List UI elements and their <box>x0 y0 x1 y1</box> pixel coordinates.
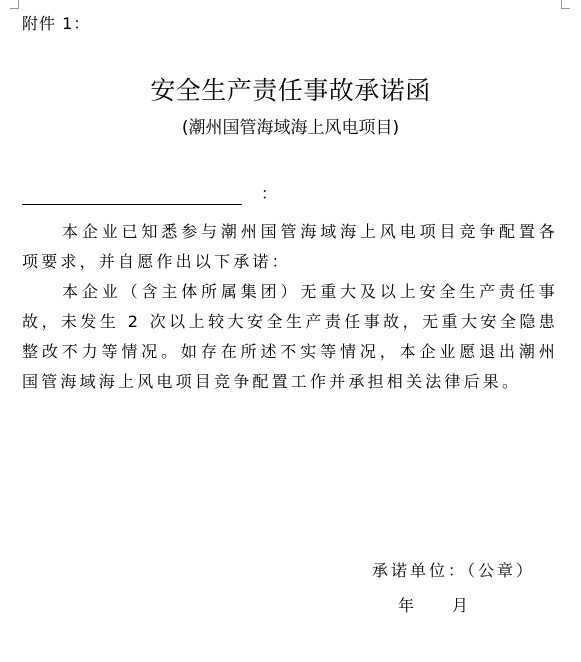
commitment-paragraph-intro: 本企业已知悉参与潮州国管海域海上风电项目竞争配置各项要求，并自愿作出以下承诺： <box>22 222 558 271</box>
document-subtitle: (潮州国管海域海上风电项目) <box>181 118 400 138</box>
attachment-label: 附件 1： <box>22 14 91 33</box>
addressee-field <box>22 184 282 206</box>
month-label: 月 <box>452 596 469 615</box>
signature-line: 承诺单位：（公章） <box>372 561 536 580</box>
page-corner-mark-left <box>10 0 19 9</box>
page-corner-mark-right <box>561 0 570 9</box>
addressee-blank-line <box>22 204 242 205</box>
date-line <box>398 595 468 617</box>
commitment-paragraph-pledge: 本企业（含主体所属集团）无重大及以上安全生产责任事故，未发生 2 次以上较大安全生产责任事故，无重大安全隐患整改不力等情况。如存在所述不实等情况，本企业愿退出潮州国管海域海上风电项目竞争配置工作并承担相关法律后果。 <box>22 282 558 391</box>
document-title: 安全生产责任事故承诺函 <box>150 76 431 105</box>
commitment-body <box>22 217 558 397</box>
year-label: 年 <box>398 596 415 615</box>
addressee-colon: ： <box>261 184 278 203</box>
